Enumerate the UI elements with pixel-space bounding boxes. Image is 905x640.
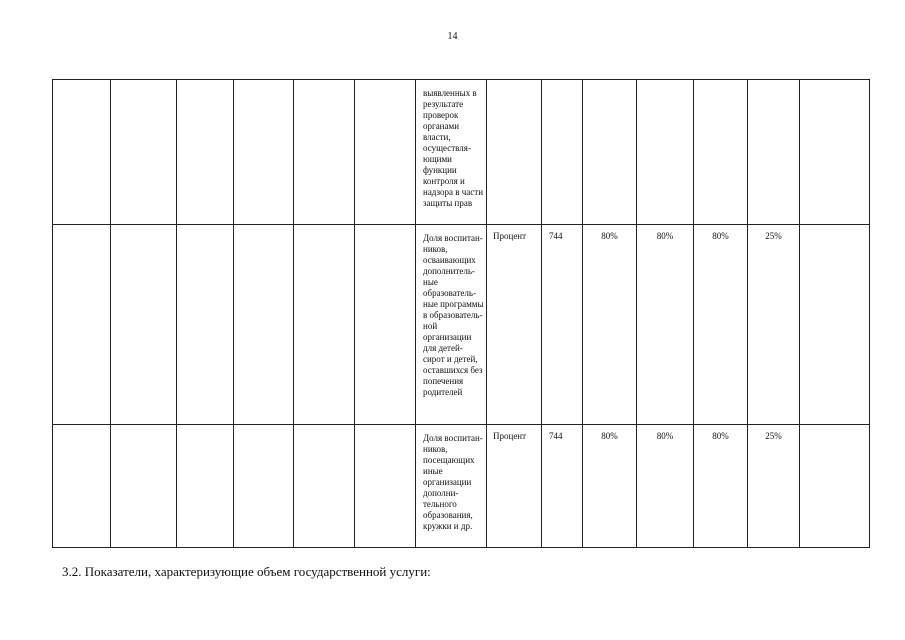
table-cell: [294, 225, 355, 425]
indicator-description: выявленных в результате проверок органами власти, осуществля-ющими функции контроля и надзора в части защиты прав: [423, 88, 484, 208]
table-cell: [294, 425, 355, 548]
table-cell: [800, 225, 870, 425]
value-cell: [748, 425, 800, 548]
value-4: 25%: [765, 431, 782, 441]
table-cell: [800, 80, 870, 225]
table-cell: [294, 80, 355, 225]
value-cell: [748, 225, 800, 425]
indicator-description-cell: [416, 80, 487, 225]
table-cell: [177, 225, 234, 425]
indicator-description: Доля воспитан-ников, посещающих иные организации дополни-тельного образования, кружки и др.: [423, 433, 483, 531]
value-cell: [694, 225, 748, 425]
value-cell: [637, 80, 694, 225]
okei-code: 744: [549, 431, 563, 441]
value-4: 25%: [765, 231, 782, 241]
unit-cell: [487, 80, 542, 225]
value-cell: [637, 425, 694, 548]
table-cell: [355, 225, 416, 425]
table-row: [53, 425, 870, 548]
table-row: [53, 80, 870, 225]
table-cell: [111, 80, 177, 225]
value-3: 80%: [712, 231, 729, 241]
unit-value: Процент: [493, 431, 527, 441]
indicator-description-cell: [416, 225, 487, 425]
value-cell: [694, 425, 748, 548]
value-1: 80%: [601, 231, 618, 241]
unit-cell: [487, 425, 542, 548]
value-1: 80%: [601, 431, 618, 441]
table-cell: [234, 425, 294, 548]
unit-cell: [487, 225, 542, 425]
okei-code: 744: [549, 231, 563, 241]
table-cell: [177, 425, 234, 548]
value-2: 80%: [656, 431, 674, 441]
value-1: [583, 80, 636, 86]
table-row: [53, 225, 870, 425]
table-cell: [355, 425, 416, 548]
table-cell: [111, 425, 177, 548]
table-cell: [800, 425, 870, 548]
okei-code-cell: [542, 425, 583, 548]
value-cell: [583, 425, 637, 548]
page-number: 14: [447, 31, 458, 42]
value-2: [637, 80, 693, 86]
section-heading: 3.2. Показатели, характеризующие объем государственной услуги:: [62, 564, 431, 579]
okei-code: [542, 80, 582, 86]
indicator-description-cell: [416, 425, 487, 548]
value-3: 80%: [712, 431, 729, 441]
okei-code-cell: [542, 80, 583, 225]
table-cell: [53, 425, 111, 548]
indicator-description: Доля воспитан-ников, осваивающих дополнитель-ные образователь-ные программы в образователь-ной организации для детей-сирот и детей, оставшихся без попечения родителей: [423, 233, 484, 397]
table-cell: [53, 80, 111, 225]
table-cell: [177, 80, 234, 225]
value-3: [694, 80, 747, 86]
table-cell: [234, 225, 294, 425]
indicators-table: [52, 79, 870, 548]
value-cell: [748, 80, 800, 225]
okei-code-cell: [542, 225, 583, 425]
value-cell: [583, 80, 637, 225]
value-2: 80%: [656, 231, 674, 241]
table-cell: [234, 80, 294, 225]
value-cell: [694, 80, 748, 225]
value-cell: [583, 225, 637, 425]
table-cell: [355, 80, 416, 225]
unit-value: Процент: [493, 231, 527, 241]
unit-value: [487, 80, 541, 86]
table-cell: [111, 225, 177, 425]
value-cell: [637, 225, 694, 425]
value-4: [748, 80, 799, 86]
table-cell: [53, 225, 111, 425]
